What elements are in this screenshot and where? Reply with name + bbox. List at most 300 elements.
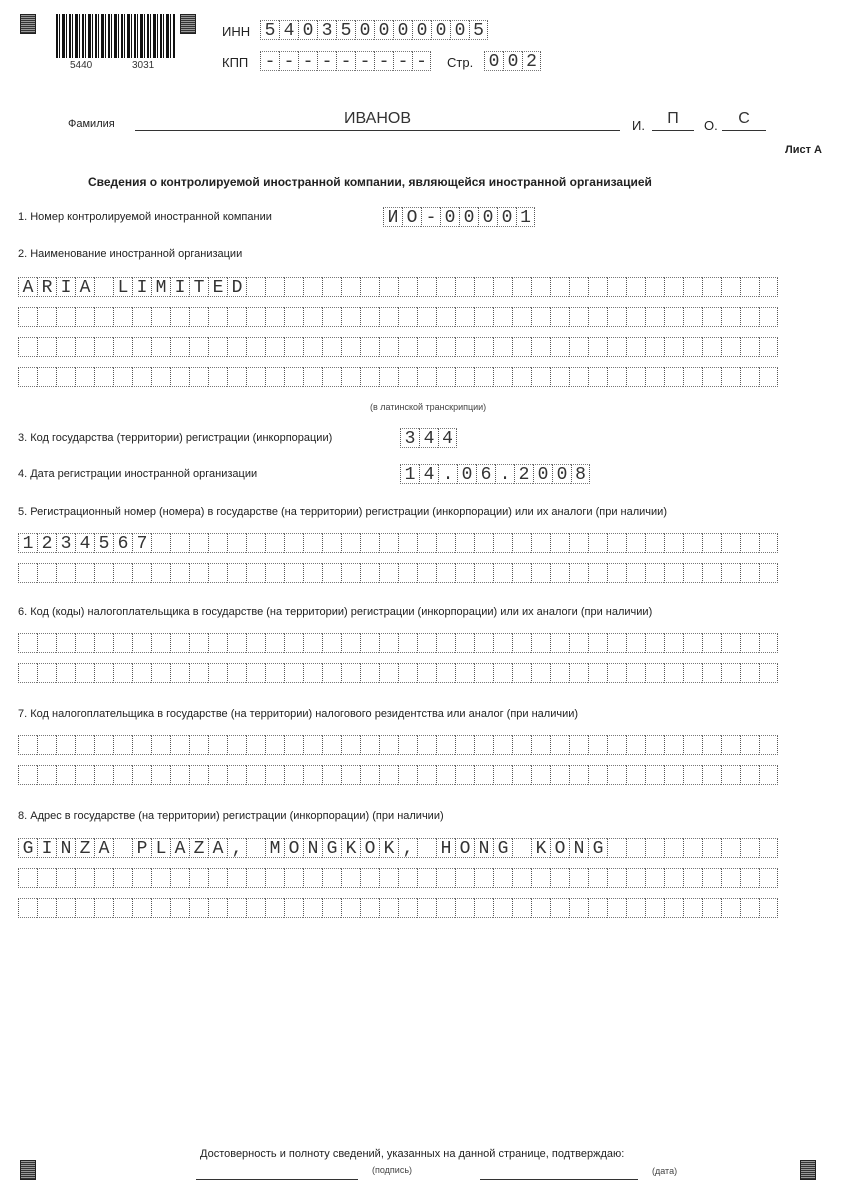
char-cell <box>303 663 322 683</box>
char-cell <box>246 307 265 327</box>
char-cell <box>550 735 569 755</box>
char-cell <box>512 277 531 297</box>
char-cell <box>322 563 341 583</box>
char-cell <box>721 367 740 387</box>
char-cell <box>37 633 56 653</box>
char-cell <box>113 633 132 653</box>
char-cell <box>208 868 227 888</box>
char-cell <box>417 563 436 583</box>
char-cell <box>322 868 341 888</box>
char-cell <box>702 307 721 327</box>
char-cell: T <box>189 277 208 297</box>
char-cell <box>265 633 284 653</box>
cell-row[interactable] <box>18 367 778 387</box>
char-cell <box>56 367 75 387</box>
date-caption: (дата) <box>652 1166 678 1176</box>
char-cell: 5 <box>469 20 488 40</box>
char-cell <box>208 367 227 387</box>
char-cell <box>436 735 455 755</box>
char-cell <box>75 898 94 918</box>
char-cell <box>493 277 512 297</box>
char-cell <box>322 277 341 297</box>
char-cell <box>18 307 37 327</box>
char-cell <box>170 563 189 583</box>
char-cell <box>284 633 303 653</box>
char-cell <box>607 277 626 297</box>
char-cell <box>550 563 569 583</box>
char-cell: Z <box>189 838 208 858</box>
char-cell <box>75 663 94 683</box>
char-cell <box>683 337 702 357</box>
char-cell: I <box>132 277 151 297</box>
char-cell: O <box>455 838 474 858</box>
char-cell <box>417 663 436 683</box>
char-cell <box>18 735 37 755</box>
char-cell <box>607 533 626 553</box>
char-cell <box>322 337 341 357</box>
char-cell <box>113 868 132 888</box>
char-cell <box>645 765 664 785</box>
char-cell <box>322 307 341 327</box>
char-cell <box>37 563 56 583</box>
char-cell <box>360 765 379 785</box>
corner-marker-top-right <box>180 14 196 34</box>
surname-field[interactable] <box>135 110 620 131</box>
char-cell <box>303 735 322 755</box>
char-cell <box>436 868 455 888</box>
barcode-icon <box>56 14 176 58</box>
char-cell <box>759 838 778 858</box>
char-cell: I <box>37 838 56 858</box>
barcode-right-number: 3031 <box>132 60 155 71</box>
char-cell <box>664 765 683 785</box>
char-cell: N <box>474 838 493 858</box>
char-cell <box>683 307 702 327</box>
char-cell <box>37 735 56 755</box>
char-cell <box>75 633 94 653</box>
char-cell <box>227 533 246 553</box>
page-cells[interactable] <box>484 51 541 71</box>
char-cell: 0 <box>552 464 571 484</box>
char-cell <box>341 337 360 357</box>
char-cell <box>94 367 113 387</box>
s8-label: 8. Адрес в государстве (на территории) регистрации (инкорпорации) (при наличии) <box>18 810 444 822</box>
char-cell <box>265 868 284 888</box>
char-cell <box>379 765 398 785</box>
char-cell: 1 <box>516 207 535 227</box>
char-cell <box>322 367 341 387</box>
char-cell <box>227 633 246 653</box>
cell-row[interactable] <box>18 838 778 858</box>
char-cell <box>246 898 265 918</box>
char-cell <box>607 838 626 858</box>
signature-line[interactable] <box>196 1165 358 1180</box>
char-cell <box>341 735 360 755</box>
char-cell <box>189 633 208 653</box>
char-cell <box>132 898 151 918</box>
char-cell <box>740 633 759 653</box>
char-cell: L <box>113 277 132 297</box>
char-cell <box>132 367 151 387</box>
char-cell <box>626 307 645 327</box>
s2-label: 2. Наименование иностранной организации <box>18 248 243 260</box>
char-cell <box>455 868 474 888</box>
char-cell <box>341 633 360 653</box>
date-line[interactable] <box>480 1165 638 1180</box>
char-cell <box>246 277 265 297</box>
char-cell <box>417 765 436 785</box>
char-cell <box>37 898 56 918</box>
char-cell <box>702 563 721 583</box>
char-cell <box>417 337 436 357</box>
inn-cells[interactable] <box>260 20 488 40</box>
char-cell <box>284 563 303 583</box>
char-cell: 3 <box>317 20 336 40</box>
char-cell <box>265 663 284 683</box>
char-cell <box>37 663 56 683</box>
corner-marker-bottom-right <box>800 1160 816 1180</box>
char-cell <box>322 735 341 755</box>
s7-rows[interactable] <box>18 735 778 795</box>
char-cell <box>436 533 455 553</box>
char-cell <box>493 633 512 653</box>
char-cell <box>588 765 607 785</box>
char-cell: 8 <box>571 464 590 484</box>
char-cell: G <box>493 838 512 858</box>
char-cell <box>208 735 227 755</box>
char-cell <box>284 898 303 918</box>
char-cell <box>664 277 683 297</box>
char-cell <box>588 663 607 683</box>
char-cell <box>246 633 265 653</box>
char-cell <box>227 868 246 888</box>
char-cell: D <box>227 277 246 297</box>
char-cell <box>569 307 588 327</box>
char-cell <box>607 868 626 888</box>
char-cell <box>702 868 721 888</box>
char-cell: - <box>317 51 336 71</box>
char-cell <box>208 563 227 583</box>
char-cell <box>569 663 588 683</box>
char-cell: 5 <box>336 20 355 40</box>
char-cell <box>360 633 379 653</box>
char-cell <box>303 633 322 653</box>
char-cell <box>531 533 550 553</box>
char-cell <box>37 765 56 785</box>
s2-note: (в латинской транскрипции) <box>370 402 487 412</box>
char-cell <box>132 563 151 583</box>
cell-row[interactable] <box>18 868 778 888</box>
s8-rows[interactable] <box>18 838 778 928</box>
char-cell <box>284 337 303 357</box>
char-cell <box>664 337 683 357</box>
initial-i-field[interactable] <box>652 110 694 131</box>
char-cell: - <box>412 51 431 71</box>
char-cell <box>227 307 246 327</box>
char-cell <box>208 307 227 327</box>
char-cell <box>75 765 94 785</box>
char-cell <box>132 307 151 327</box>
char-cell <box>265 533 284 553</box>
char-cell <box>398 765 417 785</box>
char-cell <box>113 898 132 918</box>
char-cell <box>208 765 227 785</box>
char-cell <box>588 868 607 888</box>
char-cell <box>379 563 398 583</box>
char-cell <box>531 898 550 918</box>
char-cell <box>56 898 75 918</box>
char-cell <box>512 838 531 858</box>
char-cell <box>208 663 227 683</box>
char-cell <box>740 277 759 297</box>
char-cell <box>37 367 56 387</box>
char-cell <box>645 735 664 755</box>
char-cell <box>417 838 436 858</box>
char-cell <box>341 868 360 888</box>
char-cell <box>702 765 721 785</box>
char-cell: . <box>438 464 457 484</box>
char-cell: - <box>260 51 279 71</box>
cell-row[interactable] <box>18 277 778 297</box>
char-cell <box>493 898 512 918</box>
char-cell <box>550 868 569 888</box>
char-cell <box>170 765 189 785</box>
char-cell <box>740 735 759 755</box>
cell-row[interactable] <box>18 563 778 583</box>
char-cell <box>455 663 474 683</box>
char-cell <box>569 277 588 297</box>
char-cell <box>550 367 569 387</box>
char-cell <box>455 533 474 553</box>
char-cell <box>550 663 569 683</box>
char-cell: G <box>18 838 37 858</box>
char-cell <box>322 898 341 918</box>
char-cell <box>626 765 645 785</box>
char-cell: 6 <box>476 464 495 484</box>
char-cell <box>588 633 607 653</box>
char-cell <box>341 367 360 387</box>
cell-row[interactable] <box>18 898 778 918</box>
sheet-label: Лист А <box>785 144 822 156</box>
char-cell: 4 <box>279 20 298 40</box>
char-cell <box>436 277 455 297</box>
char-cell <box>455 735 474 755</box>
char-cell <box>113 337 132 357</box>
char-cell <box>645 663 664 683</box>
char-cell: 0 <box>484 51 503 71</box>
char-cell <box>569 735 588 755</box>
char-cell: 0 <box>478 207 497 227</box>
char-cell <box>303 765 322 785</box>
char-cell <box>721 765 740 785</box>
kpp-cells[interactable] <box>260 51 431 71</box>
char-cell <box>56 337 75 357</box>
char-cell <box>702 277 721 297</box>
char-cell <box>512 337 531 357</box>
char-cell: 2 <box>514 464 533 484</box>
char-cell <box>702 367 721 387</box>
initial-o-field[interactable] <box>722 110 766 131</box>
char-cell <box>75 735 94 755</box>
char-cell <box>170 307 189 327</box>
char-cell <box>170 533 189 553</box>
char-cell <box>645 277 664 297</box>
char-cell <box>607 367 626 387</box>
char-cell <box>246 663 265 683</box>
char-cell <box>455 765 474 785</box>
char-cell <box>303 898 322 918</box>
s6-label: 6. Код (коды) налогоплательщика в государстве (на территории) регистрации (инкорпорации) или их аналоги (при наличии) <box>18 606 653 618</box>
char-cell <box>303 868 322 888</box>
char-cell <box>417 277 436 297</box>
char-cell <box>18 633 37 653</box>
char-cell <box>550 277 569 297</box>
s4-cells[interactable] <box>400 464 590 484</box>
char-cell <box>189 307 208 327</box>
char-cell <box>740 868 759 888</box>
char-cell <box>379 898 398 918</box>
char-cell <box>18 663 37 683</box>
char-cell <box>322 663 341 683</box>
char-cell <box>398 277 417 297</box>
char-cell: A <box>18 277 37 297</box>
char-cell <box>284 533 303 553</box>
char-cell <box>341 765 360 785</box>
char-cell <box>151 765 170 785</box>
char-cell <box>94 307 113 327</box>
char-cell <box>208 533 227 553</box>
char-cell: 6 <box>113 533 132 553</box>
char-cell <box>379 307 398 327</box>
char-cell <box>474 563 493 583</box>
char-cell <box>493 337 512 357</box>
char-cell <box>113 367 132 387</box>
char-cell <box>664 898 683 918</box>
char-cell <box>664 633 683 653</box>
char-cell <box>284 307 303 327</box>
char-cell <box>702 633 721 653</box>
char-cell <box>607 563 626 583</box>
char-cell: H <box>436 838 455 858</box>
char-cell: - <box>298 51 317 71</box>
char-cell <box>56 868 75 888</box>
char-cell <box>664 367 683 387</box>
s3-label: 3. Код государства (территории) регистрации (инкорпорации) <box>18 432 333 444</box>
char-cell <box>94 633 113 653</box>
char-cell: G <box>588 838 607 858</box>
char-cell <box>94 765 113 785</box>
char-cell <box>360 735 379 755</box>
char-cell: - <box>421 207 440 227</box>
char-cell <box>227 735 246 755</box>
char-cell <box>607 765 626 785</box>
char-cell <box>683 838 702 858</box>
char-cell <box>379 663 398 683</box>
char-cell: O <box>550 838 569 858</box>
char-cell <box>474 367 493 387</box>
char-cell <box>721 868 740 888</box>
char-cell <box>512 533 531 553</box>
char-cell <box>759 533 778 553</box>
char-cell <box>512 868 531 888</box>
char-cell <box>721 898 740 918</box>
char-cell <box>645 633 664 653</box>
char-cell <box>588 563 607 583</box>
char-cell: 0 <box>355 20 374 40</box>
char-cell <box>113 735 132 755</box>
s3-cells[interactable] <box>400 428 457 448</box>
s6-rows[interactable] <box>18 633 778 693</box>
char-cell <box>170 633 189 653</box>
char-cell <box>360 533 379 553</box>
char-cell <box>398 633 417 653</box>
char-cell: - <box>279 51 298 71</box>
char-cell <box>379 533 398 553</box>
char-cell <box>379 633 398 653</box>
cell-row[interactable] <box>18 337 778 357</box>
char-cell <box>37 337 56 357</box>
char-cell <box>588 337 607 357</box>
char-cell <box>683 367 702 387</box>
char-cell <box>417 533 436 553</box>
char-cell: 2 <box>522 51 541 71</box>
cell-row[interactable] <box>18 307 778 327</box>
cell-row[interactable] <box>18 735 778 755</box>
char-cell <box>417 868 436 888</box>
cell-row[interactable] <box>18 633 778 653</box>
char-cell <box>56 563 75 583</box>
cell-row[interactable] <box>18 533 778 553</box>
char-cell <box>588 735 607 755</box>
cell-row[interactable] <box>18 663 778 683</box>
char-cell <box>132 735 151 755</box>
char-cell <box>759 868 778 888</box>
char-cell <box>740 533 759 553</box>
char-cell <box>37 868 56 888</box>
char-cell: , <box>227 838 246 858</box>
char-cell: О <box>402 207 421 227</box>
char-cell <box>341 307 360 327</box>
char-cell <box>94 337 113 357</box>
char-cell <box>398 898 417 918</box>
char-cell <box>227 765 246 785</box>
char-cell <box>265 367 284 387</box>
char-cell <box>18 563 37 583</box>
char-cell <box>94 663 113 683</box>
page-label: Стр. <box>447 55 474 70</box>
kpp-label: КПП <box>222 55 249 70</box>
char-cell: 7 <box>132 533 151 553</box>
s2-rows[interactable] <box>18 277 778 397</box>
char-cell <box>702 898 721 918</box>
s1-cells[interactable] <box>383 207 535 227</box>
char-cell <box>645 533 664 553</box>
char-cell <box>189 337 208 357</box>
char-cell <box>132 633 151 653</box>
char-cell: 4 <box>419 464 438 484</box>
char-cell <box>303 277 322 297</box>
char-cell <box>151 663 170 683</box>
cell-row[interactable] <box>18 765 778 785</box>
char-cell <box>512 663 531 683</box>
char-cell <box>360 337 379 357</box>
char-cell: G <box>322 838 341 858</box>
char-cell <box>645 337 664 357</box>
char-cell <box>569 337 588 357</box>
s5-rows[interactable] <box>18 533 778 593</box>
char-cell <box>113 765 132 785</box>
char-cell <box>721 633 740 653</box>
